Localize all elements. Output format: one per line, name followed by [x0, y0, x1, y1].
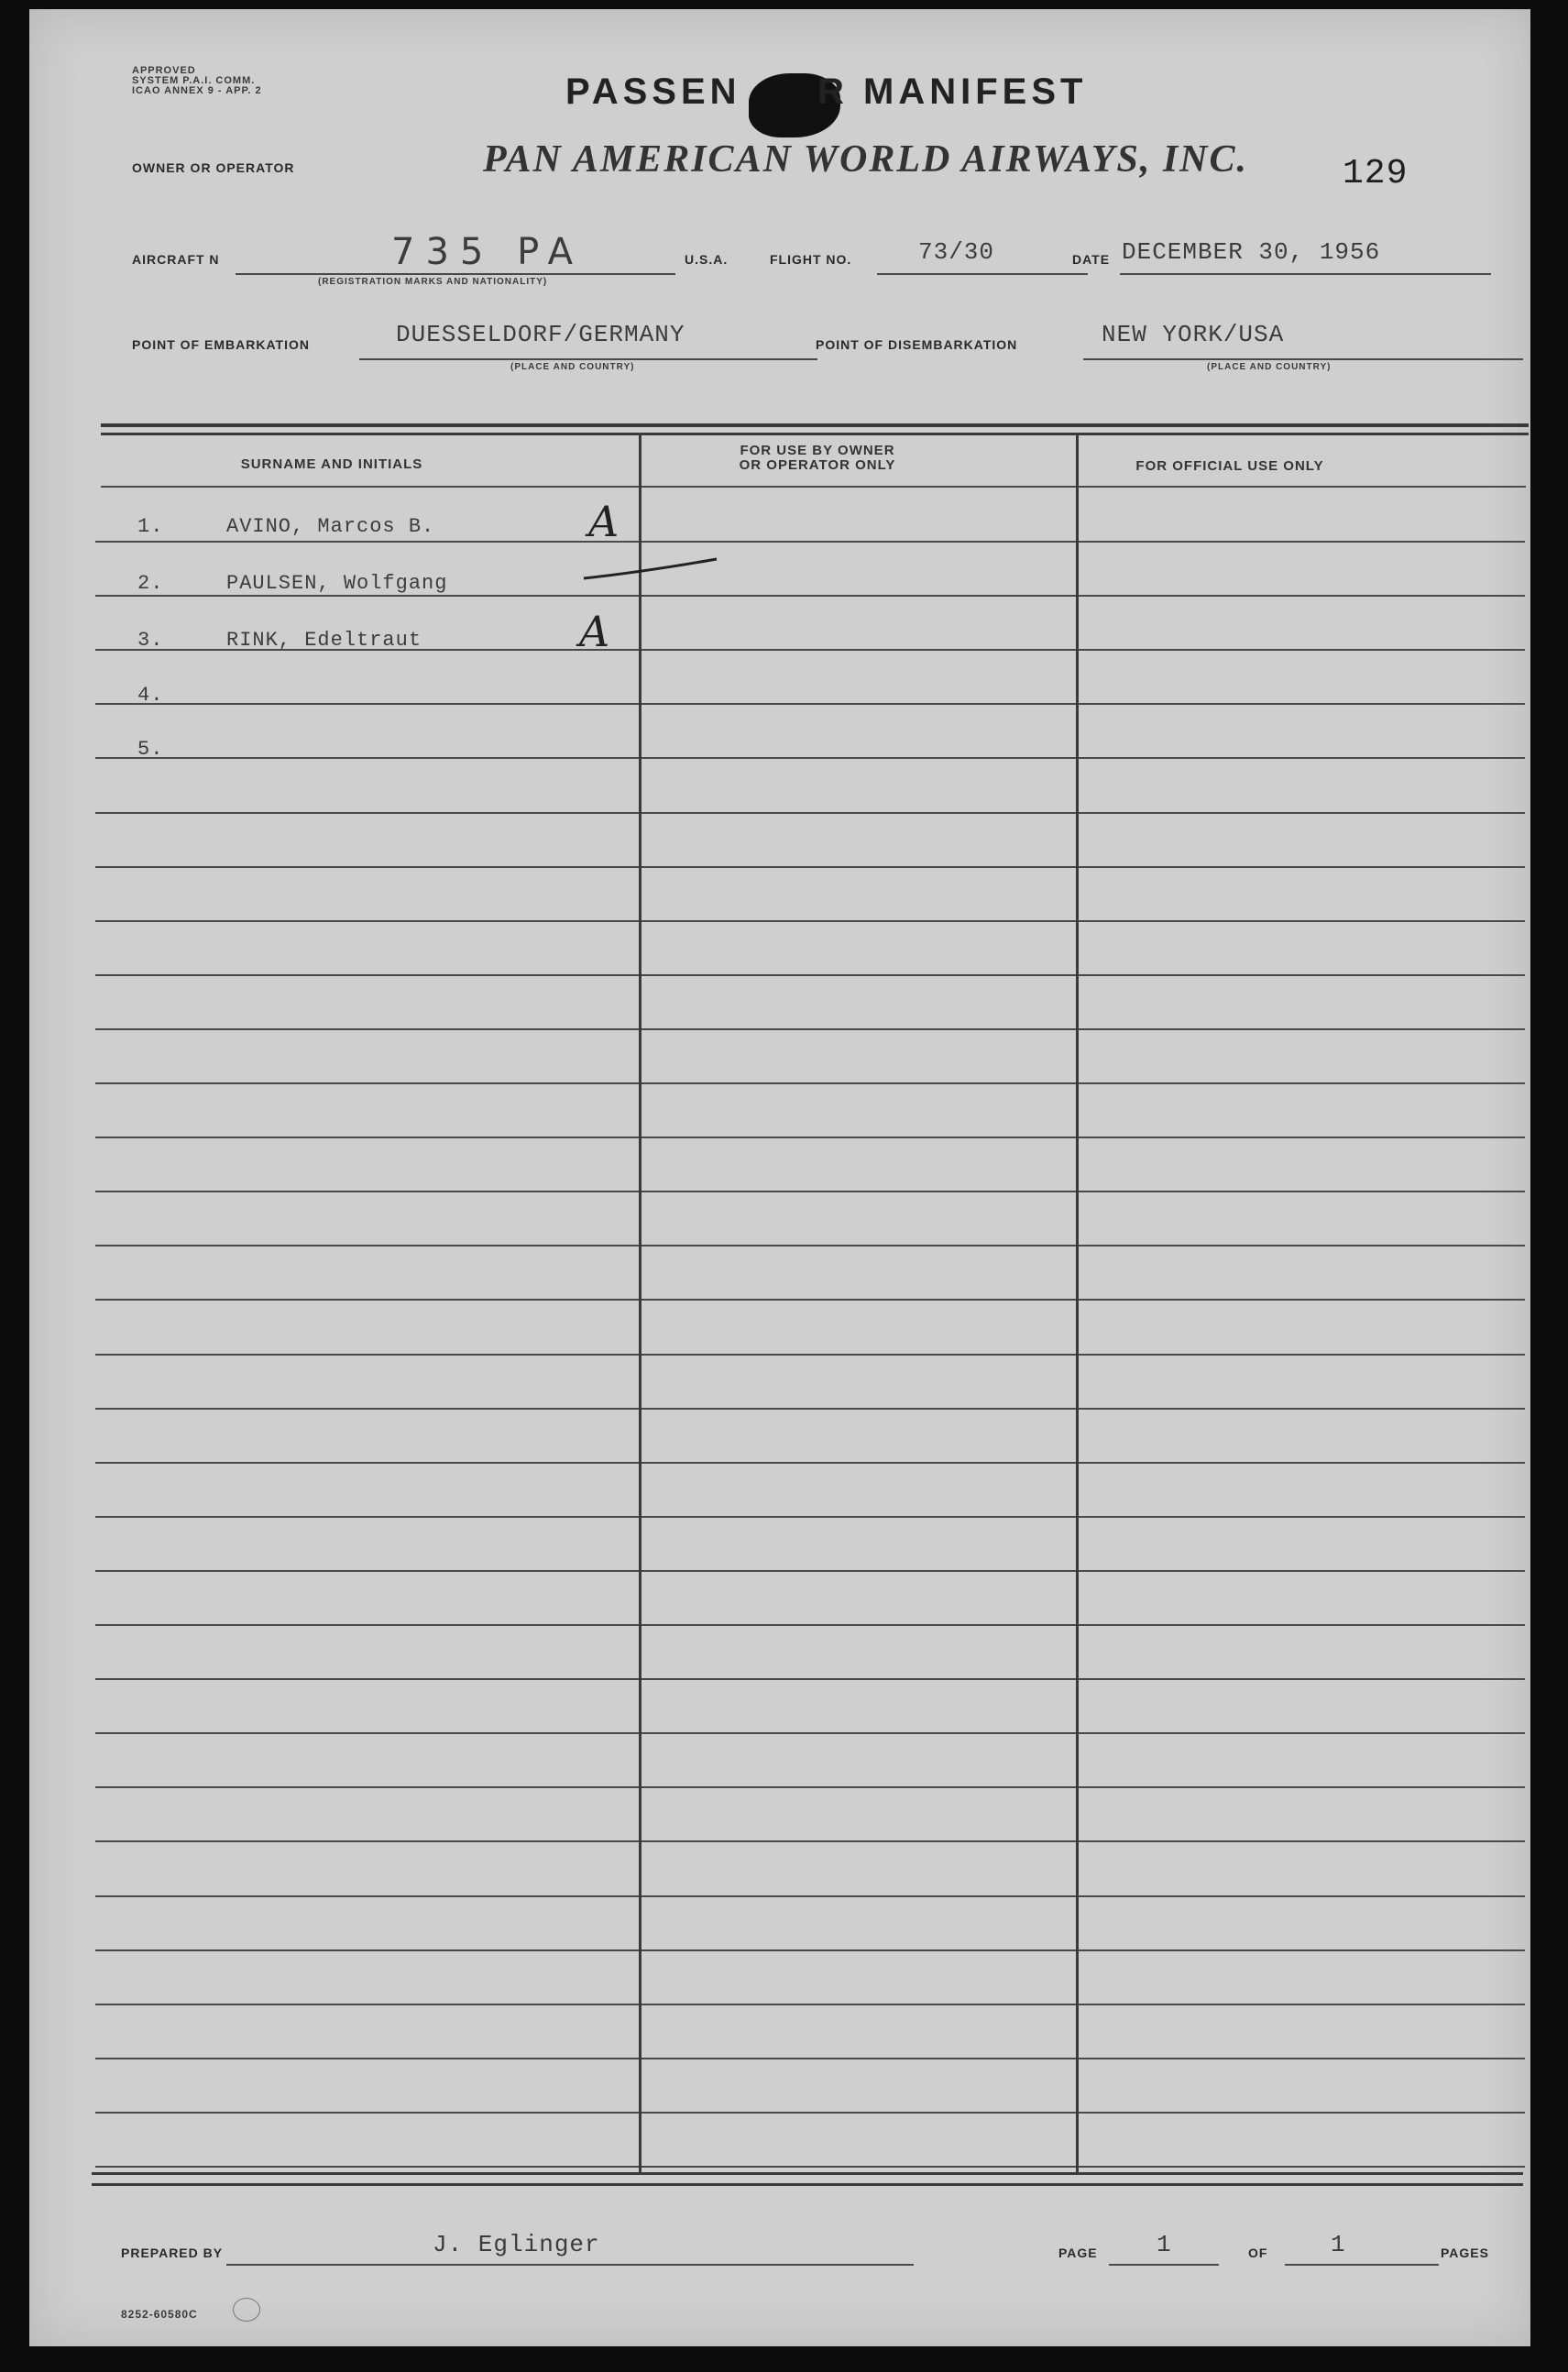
title-right: R MANIFEST — [817, 71, 1088, 112]
passenger-name: RINK, Edeltraut — [226, 629, 422, 652]
approval-stamp — [132, 66, 262, 96]
approval-line-1: APPROVED — [132, 65, 196, 76]
row-rule — [95, 1624, 1525, 1626]
row-rule — [95, 1191, 1525, 1192]
row-rule — [95, 1245, 1525, 1246]
union-label-seal — [233, 2298, 260, 2322]
row-rule — [95, 595, 1525, 597]
aircraft-sub: (REGISTRATION MARKS AND NATIONALITY) — [318, 277, 548, 287]
row-number: 5. — [137, 738, 164, 761]
flight-value: 73/30 — [918, 238, 995, 266]
column-header-owner — [680, 444, 955, 473]
page-value: 1 — [1157, 2231, 1172, 2258]
row-number: 4. — [137, 684, 164, 707]
form-code: 8252-60580C — [121, 2308, 198, 2321]
of-label: OF — [1248, 2246, 1268, 2260]
row-rule — [95, 1462, 1525, 1464]
row-rule — [95, 757, 1525, 759]
row-rule — [95, 1949, 1525, 1951]
handwritten-mark: A — [588, 497, 620, 546]
owner-value: PAN AMERICAN WORLD AIRWAYS, INC. — [483, 138, 1249, 181]
row-rule — [95, 1137, 1525, 1138]
embark-value: DUESSELDORF/GERMANY — [396, 321, 685, 348]
column-header-owner-line-1: FOR USE BY OWNER — [740, 443, 895, 458]
owner-label: OWNER OR OPERATOR — [132, 160, 295, 175]
row-number: 3. — [137, 629, 164, 652]
row-rule — [95, 1408, 1525, 1410]
row-number: 1. — [137, 515, 164, 538]
disembark-label: POINT OF DISEMBARKATION — [816, 337, 1018, 352]
row-rule — [95, 920, 1525, 922]
manifest-sheet — [29, 9, 1530, 2346]
row-rule — [95, 1570, 1525, 1572]
row-rule — [95, 1895, 1525, 1897]
flight-label: FLIGHT NO. — [770, 252, 852, 267]
embark-label: POINT OF EMBARKATION — [132, 337, 310, 352]
header-rule — [101, 486, 1526, 488]
row-rule — [95, 974, 1525, 976]
handwritten-mark: A — [579, 607, 610, 656]
handwritten-dash — [579, 555, 726, 583]
column-divider — [1076, 435, 1079, 2172]
row-rule — [95, 1028, 1525, 1030]
row-rule — [95, 2166, 1525, 2168]
row-rule — [95, 2058, 1525, 2059]
prepared-value: J. Eglinger — [433, 2231, 600, 2258]
column-header-official: FOR OFFICIAL USE ONLY — [1135, 458, 1324, 474]
row-rule — [95, 1299, 1525, 1301]
column-header-owner-line-2: OR OPERATOR ONLY — [739, 457, 896, 473]
row-rule — [95, 1516, 1525, 1518]
page-number: 129 — [1343, 154, 1409, 193]
title-left: PASSEN — [565, 71, 741, 112]
row-rule — [95, 703, 1525, 705]
row-rule — [95, 1354, 1525, 1356]
usa-label: U.S.A. — [685, 252, 729, 267]
row-rule — [95, 866, 1525, 868]
disembark-value: NEW YORK/USA — [1102, 321, 1285, 348]
row-rule — [95, 2112, 1525, 2114]
row-rule — [95, 1678, 1525, 1680]
column-header-surname: SURNAME AND INITIALS — [240, 456, 423, 472]
embark-sub: (PLACE AND COUNTRY) — [510, 362, 635, 372]
row-rule — [95, 1732, 1525, 1734]
passenger-name: AVINO, Marcos B. — [226, 515, 435, 538]
row-rule — [95, 541, 1525, 543]
of-value: 1 — [1331, 2231, 1346, 2258]
approval-line-2: SYSTEM P.A.I. COMM. — [132, 75, 256, 86]
aircraft-value: 735 PA — [391, 231, 584, 273]
row-rule — [95, 1082, 1525, 1084]
row-number: 2. — [137, 572, 164, 595]
disembark-sub: (PLACE AND COUNTRY) — [1207, 362, 1332, 372]
page-label: PAGE — [1058, 2246, 1098, 2260]
passenger-name: PAULSEN, Wolfgang — [226, 572, 448, 595]
date-label: DATE — [1072, 252, 1111, 267]
approval-line-3: ICAO ANNEX 9 - APP. 2 — [132, 85, 262, 96]
prepared-label: PREPARED BY — [121, 2246, 224, 2260]
row-rule — [95, 812, 1525, 814]
row-rule — [95, 2004, 1525, 2005]
pages-label: PAGES — [1441, 2246, 1489, 2260]
aircraft-label: AIRCRAFT N — [132, 252, 220, 267]
column-divider — [639, 435, 641, 2172]
date-value: DECEMBER 30, 1956 — [1122, 238, 1381, 266]
row-rule — [95, 1786, 1525, 1788]
row-rule — [95, 1840, 1525, 1842]
